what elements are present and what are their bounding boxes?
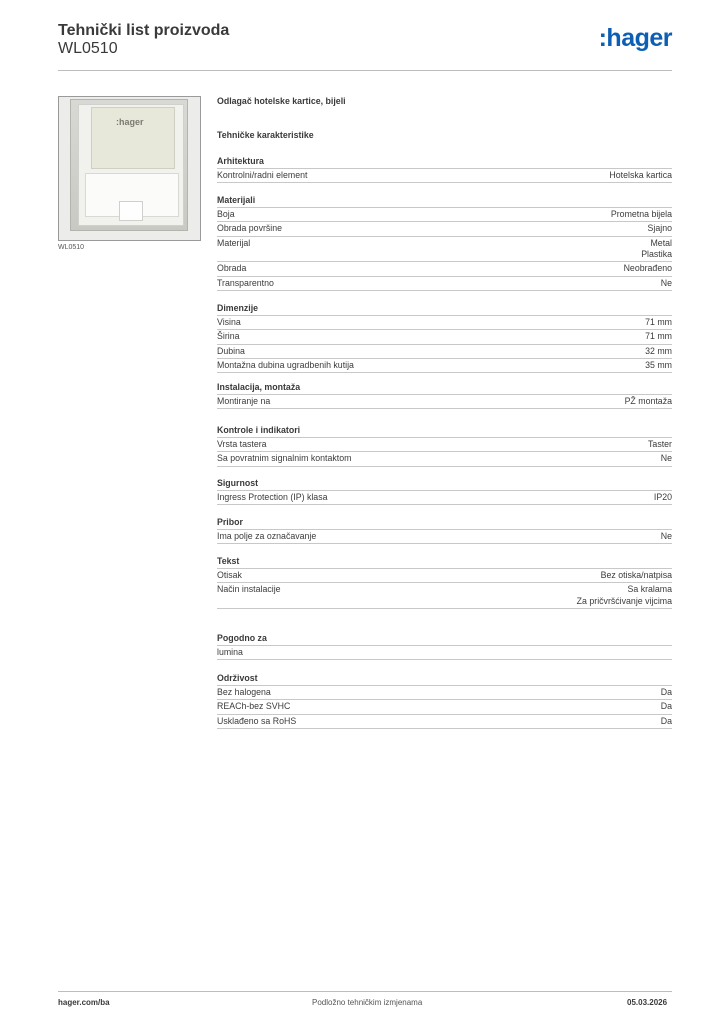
spec-value: Da <box>660 701 672 712</box>
image-caption: WL0510 <box>58 244 85 251</box>
spec-value: Da <box>660 687 672 697</box>
row-divider <box>217 685 672 686</box>
spec-value: PŽ montaža <box>624 396 672 406</box>
section-end-divider <box>217 608 672 609</box>
section-title: Održivost <box>217 673 258 683</box>
spec-label: Širina <box>217 331 240 342</box>
spec-value: Ne <box>660 277 672 288</box>
spec-label: Usklađeno sa RoHS <box>217 715 297 726</box>
spec-label: Sa povratnim signalnim kontaktom <box>217 453 352 464</box>
section-title: Pogodno za <box>217 633 267 643</box>
card-logo: :hager <box>116 117 144 127</box>
card-notch <box>119 201 143 221</box>
row-divider <box>217 236 672 237</box>
row-divider <box>217 344 672 345</box>
footer-date: 05.03.2026 <box>627 998 668 1007</box>
spec-label: Otisak <box>217 570 242 580</box>
spec-value: Da <box>660 715 672 726</box>
spec-label: lumina <box>217 647 243 657</box>
row-divider <box>217 529 672 530</box>
spec-label: Obrada površine <box>217 223 283 234</box>
row-divider <box>217 645 672 646</box>
spec-label: Vrsta tastera <box>217 439 267 449</box>
row-divider <box>217 437 672 438</box>
row-divider <box>217 315 672 316</box>
page-header <box>58 20 672 71</box>
spec-value: 32 mm <box>645 345 672 356</box>
spec-value: 71 mm <box>645 317 672 327</box>
row-divider <box>217 714 672 715</box>
spec-label: Dubina <box>217 345 245 356</box>
spec-value: Hotelska kartica <box>609 170 672 180</box>
row-divider <box>217 221 672 222</box>
row-divider <box>217 490 672 491</box>
spec-value: Neobrađeno <box>623 263 672 274</box>
spec-value: Taster <box>648 439 672 449</box>
section-title: Kontrole i indikatori <box>217 425 301 435</box>
section-end-divider <box>217 659 672 660</box>
footer-divider <box>58 991 672 992</box>
section-end-divider <box>217 543 672 544</box>
row-divider <box>217 699 672 700</box>
spec-label: Transparentno <box>217 277 274 288</box>
section-end-divider <box>217 408 672 409</box>
section-title: Sigurnost <box>217 478 259 488</box>
section-title: Materijali <box>217 195 256 205</box>
row-divider <box>217 568 672 569</box>
spec-label: Kontrolni/radni element <box>217 170 308 180</box>
row-divider <box>217 207 672 208</box>
section-end-divider <box>217 372 672 373</box>
spec-value: Za pričvršćivanje vijcima <box>576 595 672 606</box>
tech-characteristics-title: Tehničke karakteristike <box>217 130 314 140</box>
product-code: WL0510 <box>58 40 118 57</box>
section-title: Tekst <box>217 556 240 566</box>
spec-value: Plastika <box>641 249 672 260</box>
hager-logo: :hager <box>598 24 672 52</box>
product-frame <box>70 99 188 231</box>
section-title: Dimenzije <box>217 303 259 313</box>
footer-note: Podložno tehničkim izmjenama <box>312 998 423 1007</box>
footer-website: hager.com/ba <box>58 998 110 1007</box>
spec-value: Sa kralama <box>627 584 672 595</box>
row-divider <box>217 451 672 452</box>
section-end-divider <box>217 728 672 729</box>
spec-label: REACh-bez SVHC <box>217 701 291 712</box>
spec-label: Ima polje za označavanje <box>217 531 317 541</box>
row-divider <box>217 358 672 359</box>
spec-label: Bez halogena <box>217 687 271 697</box>
section-end-divider <box>217 504 672 505</box>
spec-label: Obrada <box>217 263 247 274</box>
spec-label: Ingress Protection (IP) klasa <box>217 492 328 502</box>
product-plate <box>78 104 184 226</box>
row-divider <box>217 329 672 330</box>
document-title: Tehnički list proizvoda <box>58 22 230 39</box>
spec-value: 71 mm <box>645 331 672 342</box>
row-divider <box>217 261 672 262</box>
section-end-divider <box>217 466 672 467</box>
section-title: Instalacija, montaža <box>217 382 301 392</box>
spec-value: Bez otiska/natpisa <box>600 570 672 580</box>
spec-label: Visina <box>217 317 241 327</box>
section-title: Arhitektura <box>217 156 264 166</box>
spec-label: Montažna dubina ugradbenih kutija <box>217 359 354 370</box>
section-title: Pribor <box>217 517 243 527</box>
spec-value: IP20 <box>653 492 672 502</box>
spec-value: Ne <box>660 453 672 464</box>
product-image <box>58 96 201 241</box>
spec-label: Materijal <box>217 237 251 248</box>
spec-label: Način instalacije <box>217 584 281 595</box>
spec-value: Prometna bijela <box>610 209 672 219</box>
row-divider <box>217 168 672 169</box>
section-end-divider <box>217 182 672 183</box>
spec-value: Ne <box>660 531 672 541</box>
spec-label: Montiranje na <box>217 396 271 406</box>
section-end-divider <box>217 290 672 291</box>
spec-label: Boja <box>217 209 235 219</box>
spec-value: Metal <box>650 237 672 248</box>
product-title: Odlagač hotelske kartice, bijeli <box>217 96 346 106</box>
row-divider <box>217 582 672 583</box>
spec-value: 35 mm <box>645 359 672 370</box>
row-divider <box>217 394 672 395</box>
row-divider <box>217 276 672 277</box>
hotel-card <box>91 107 175 169</box>
spec-value: Sjajno <box>647 223 672 234</box>
